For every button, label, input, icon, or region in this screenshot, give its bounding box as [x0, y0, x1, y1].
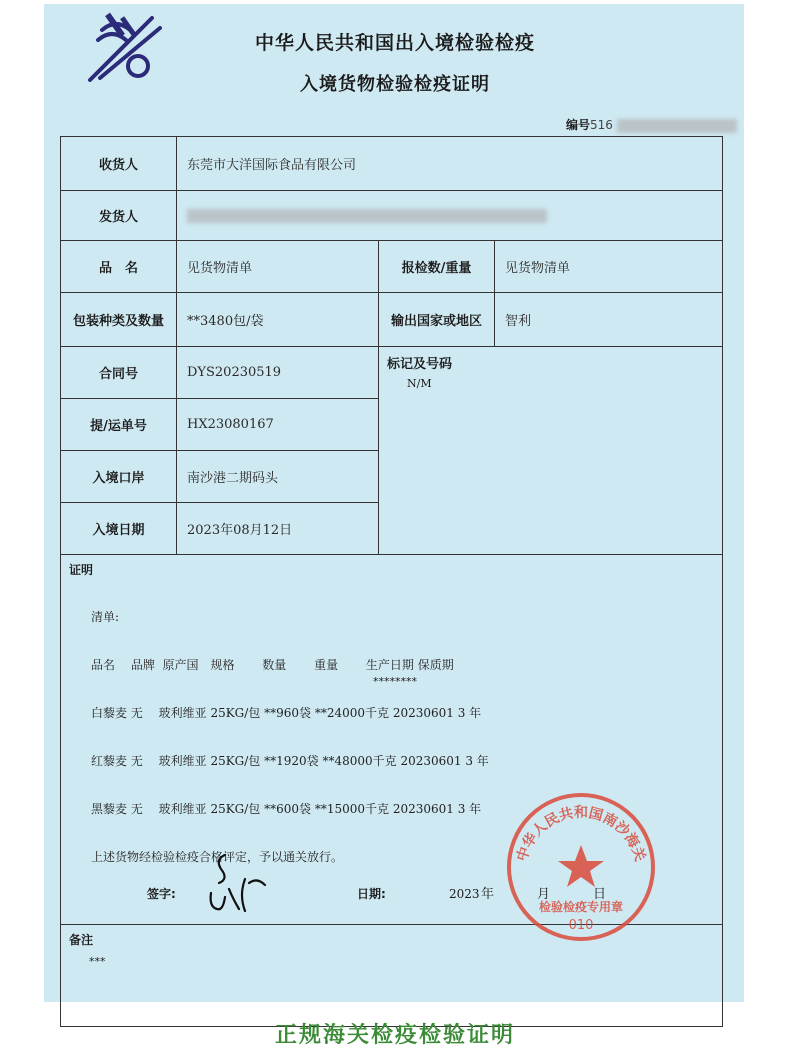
- row-consignor: [61, 191, 723, 241]
- certificate-line: 清单:: [91, 610, 120, 624]
- cert-month-unit: 月: [537, 887, 551, 902]
- origin-value: 智利: [495, 293, 723, 347]
- port-label: 入境口岸: [61, 451, 177, 503]
- certificate-lines: [91, 577, 489, 897]
- product-value: 见货物清单: [177, 241, 379, 293]
- document-subtitle: 入境货物检验检疫证明: [300, 74, 490, 95]
- footer-caption: 正规海关检疫检验证明: [274, 1023, 515, 1048]
- origin-label: 输出国家或地区: [379, 293, 495, 347]
- signature-label: 签字:: [147, 887, 176, 901]
- handwritten-signature: [193, 849, 283, 915]
- certificate-label: 证明: [69, 563, 94, 577]
- cert-day-unit: 日: [593, 887, 607, 902]
- end-stars: ********: [373, 675, 417, 688]
- consignee-value: 东莞市大洋国际食品有限公司: [177, 137, 723, 191]
- certificate-line: 品名 品牌 原产国 规格 数量 重量 生产日期 保质期: [91, 658, 454, 672]
- certificate-line: 黑藜麦 无 玻利维亚 25KG/包 **600袋 **15000千克 20230601 3 年: [91, 802, 482, 816]
- certificate-line: 上述货物经检验检疫合格评定，予以通关放行。: [91, 850, 344, 864]
- consignor-value: [177, 191, 723, 241]
- certificate-cell: [61, 555, 723, 933]
- cert-year-unit: 年: [481, 887, 495, 902]
- certificate-line: 白藜麦 无 玻利维亚 25KG/包 **960袋 **24000千克 20230601 3 年: [91, 706, 482, 720]
- row-consignee: [61, 137, 723, 191]
- consignee-label: 收货人: [61, 137, 177, 191]
- seal-number: 010: [568, 918, 594, 933]
- packing-value: **3480包/袋: [177, 293, 379, 347]
- certificate-line: 红藜麦 无 玻利维亚 25KG/包 **1920袋 **48000千克 20230601 3 年: [91, 754, 489, 768]
- marks-cell: [379, 347, 723, 555]
- contract-label: 合同号: [61, 347, 177, 399]
- seal-arc-text: 中华人民共和国南沙海关: [514, 805, 648, 864]
- entry-date-label: 入境日期: [61, 503, 177, 555]
- cert-year: 2023: [449, 887, 480, 901]
- marks-value: N/M: [407, 377, 432, 390]
- row-remarks: [61, 925, 723, 1027]
- bill-label: 提/运单号: [61, 399, 177, 451]
- official-seal: [501, 787, 661, 947]
- contract-value: DYS20230519: [177, 347, 379, 399]
- port-value: 南沙港二期码头: [177, 451, 379, 503]
- seal-bottom-text: 检验检疫专用章: [538, 900, 624, 914]
- serial-number: [566, 116, 737, 133]
- remarks-label: 备注: [69, 933, 94, 947]
- certificate-form: [60, 136, 723, 1027]
- quantity-label: 报检数/重量: [379, 241, 495, 293]
- cert-date-label: 日期:: [357, 887, 386, 901]
- row-packing: [61, 293, 723, 347]
- serial-value: 516: [590, 118, 613, 132]
- packing-label: 包装种类及数量: [61, 293, 177, 347]
- redacted-consignor: [187, 209, 547, 223]
- bill-value: HX23080167: [177, 399, 379, 451]
- marks-label: 标记及号码: [387, 357, 453, 372]
- consignor-label: 发货人: [61, 191, 177, 241]
- quantity-value: 见货物清单: [495, 241, 723, 293]
- seal-star-icon: [558, 845, 604, 887]
- redacted-serial: [617, 119, 737, 133]
- serial-label: 编号: [566, 118, 591, 132]
- row-certificate: [61, 555, 723, 925]
- row-contract: [61, 347, 723, 399]
- entry-date-value: 2023年08月12日: [177, 503, 379, 555]
- row-product: [61, 241, 723, 293]
- document-title: 中华人民共和国出入境检验检疫: [254, 32, 535, 54]
- product-label: 品 名: [61, 241, 177, 293]
- remarks-value: ***: [89, 955, 106, 968]
- remarks-cell: [61, 925, 723, 1027]
